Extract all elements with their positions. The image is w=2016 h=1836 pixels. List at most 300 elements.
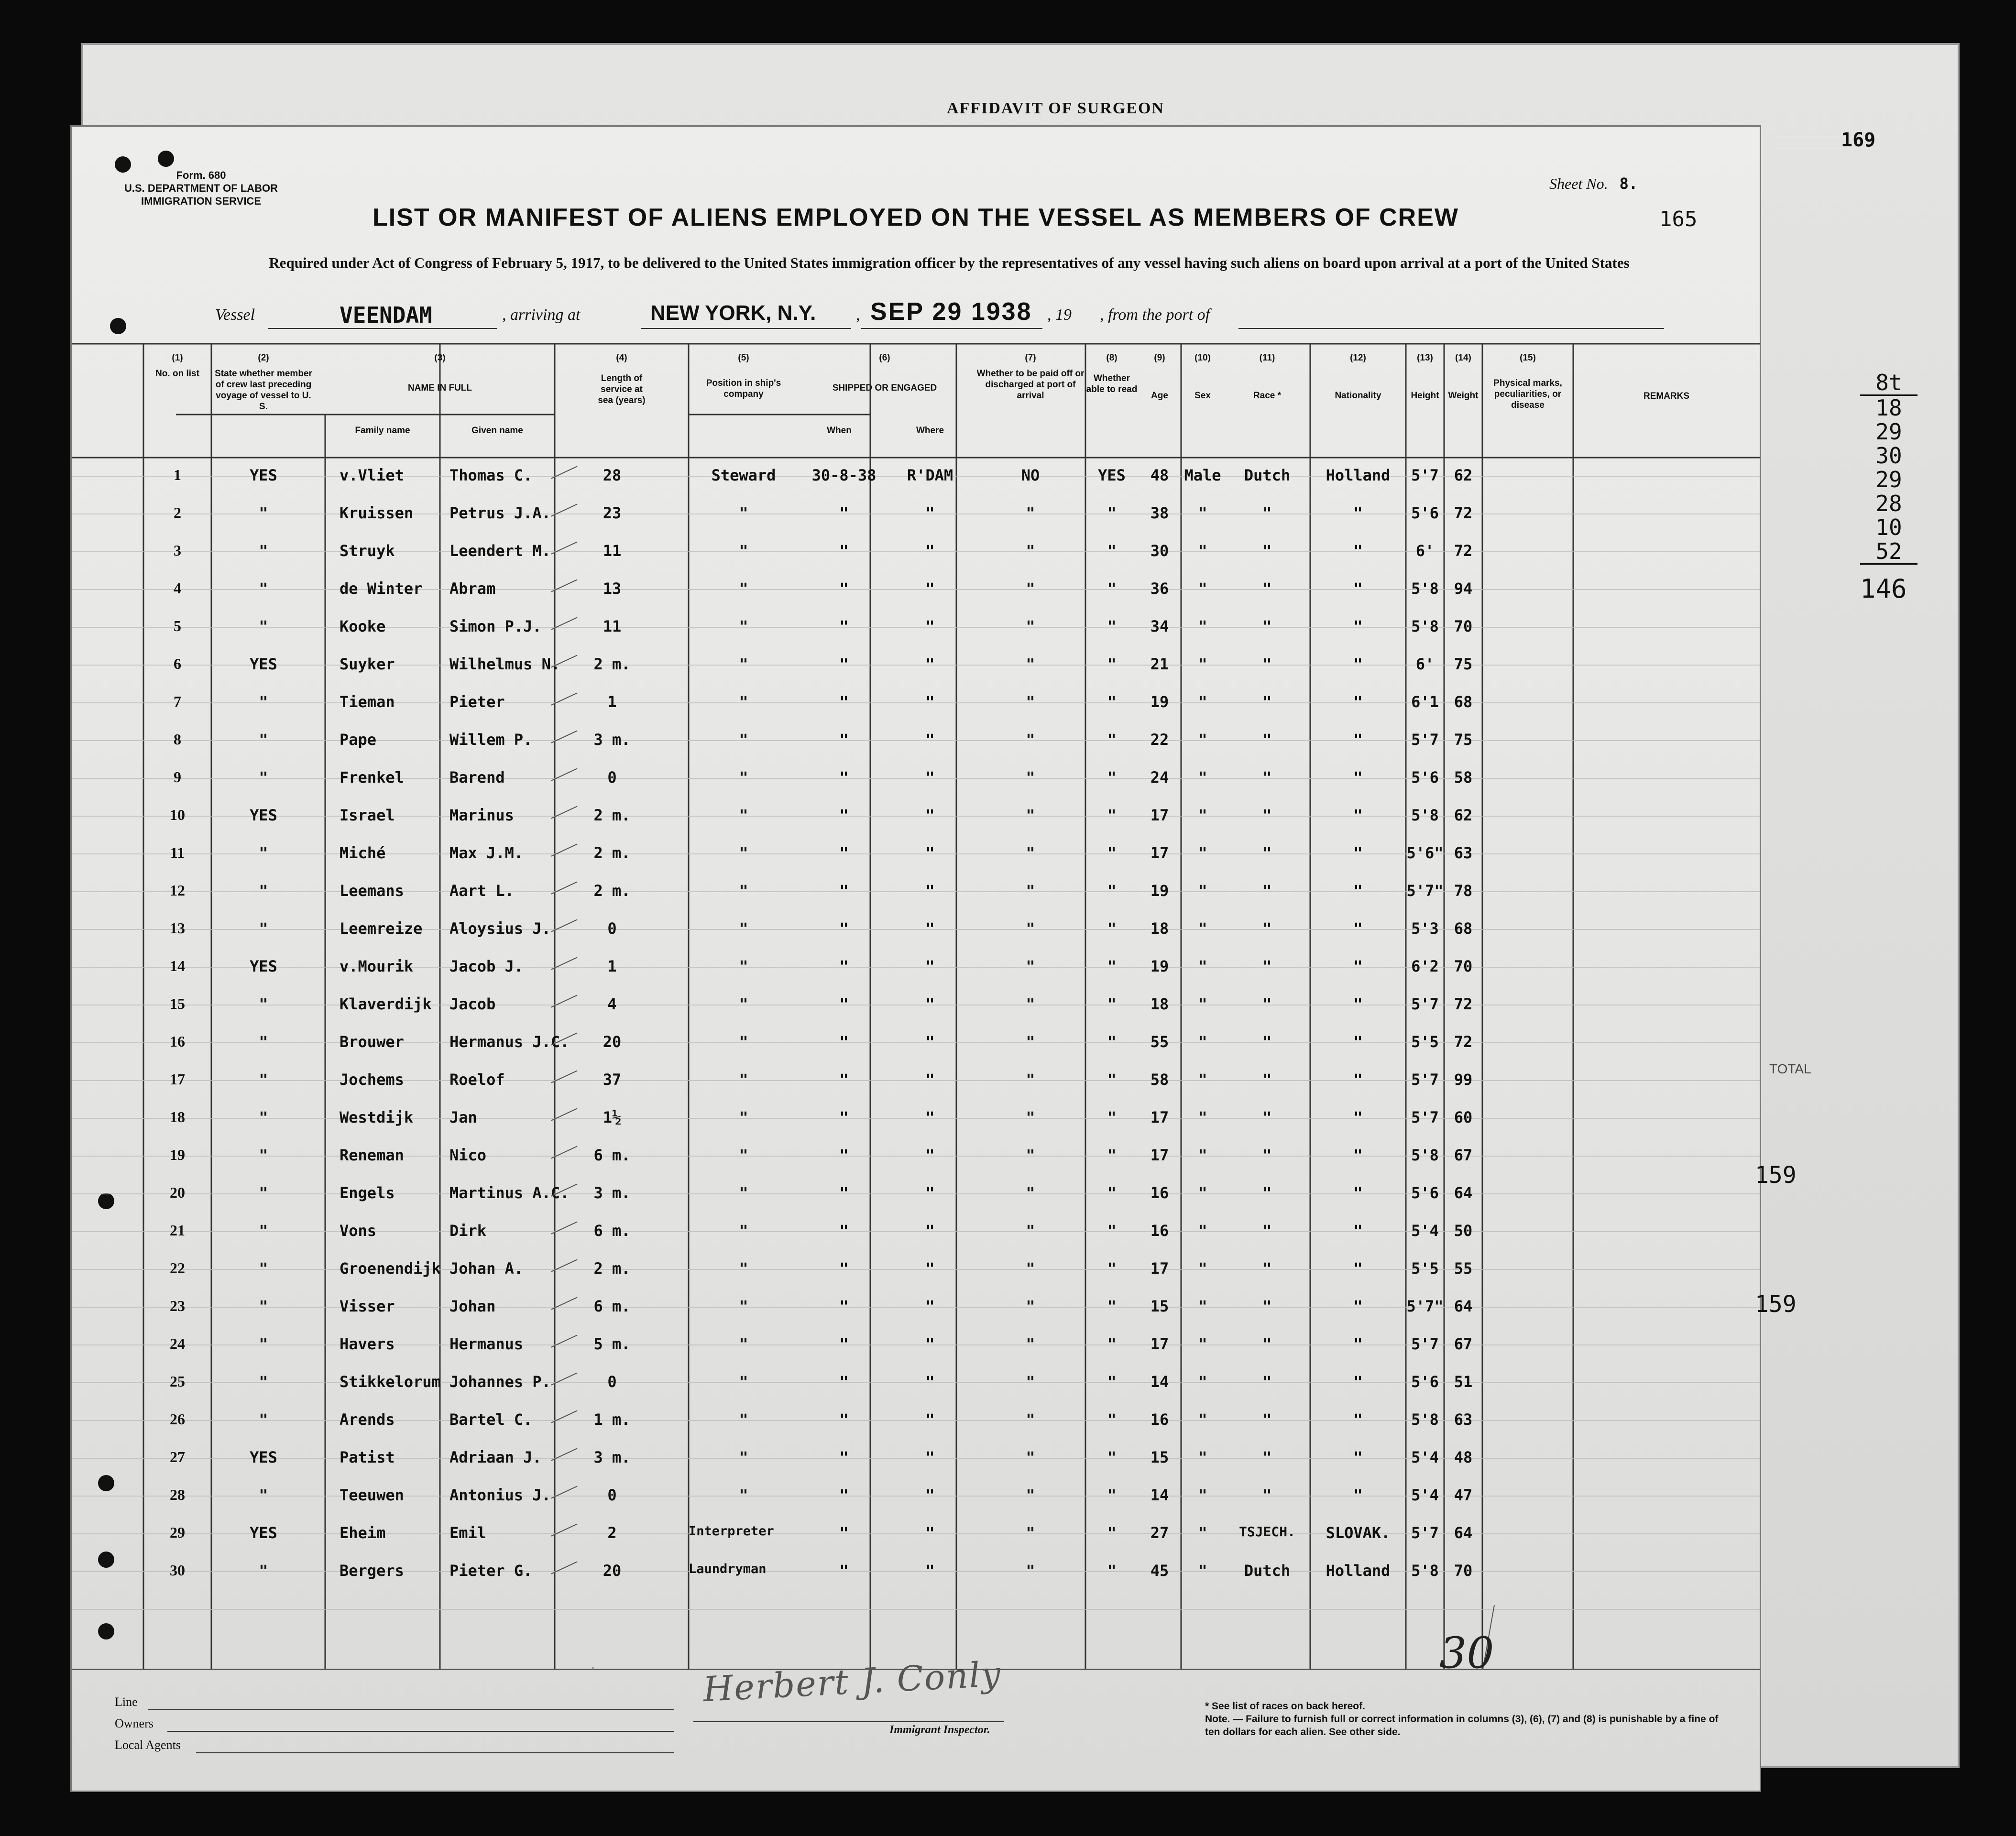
cell-shipped-where: " — [925, 1071, 935, 1089]
cell-family-name: v.Vliet — [340, 466, 404, 484]
cell-service-years: 11 — [603, 617, 622, 635]
cell-service-years: 2 m. — [593, 1259, 631, 1278]
cell-service-years: 0 — [607, 768, 617, 787]
cell-service-years: 3 m. — [593, 1448, 631, 1466]
cell-sex: Male — [1184, 466, 1221, 484]
cell-weight: 72 — [1454, 504, 1473, 522]
cell-age: 14 — [1150, 1486, 1169, 1504]
cell-service-years: 13 — [603, 579, 622, 598]
cell-race: " — [1262, 617, 1272, 635]
cell-nationality: " — [1353, 1259, 1363, 1278]
cell-paid-off: " — [1026, 504, 1035, 522]
cell-able-to-read: " — [1107, 542, 1117, 560]
cell-service-years: 1½ — [603, 1108, 622, 1126]
cell-nationality: " — [1353, 806, 1363, 824]
cell-shipped-when: " — [839, 693, 849, 711]
cell-height: 5'4 — [1411, 1448, 1439, 1466]
cell-paid-off: NO — [1021, 466, 1040, 484]
cell-shipped-when: " — [839, 1259, 849, 1278]
cell-row-number: 28 — [170, 1486, 185, 1503]
cell-position: " — [739, 806, 748, 824]
cell-sex: " — [1198, 617, 1207, 635]
cell-service-years: 1 — [607, 693, 617, 711]
cell-shipped-where: " — [925, 1524, 935, 1542]
cell-family-name: v.Mourik — [340, 957, 414, 975]
cell-shipped-when: " — [839, 617, 849, 635]
cell-prev-voyage: " — [259, 768, 268, 787]
cell-shipped-when: " — [839, 1222, 849, 1240]
cell-paid-off: " — [1026, 1222, 1035, 1240]
cell-shipped-when: " — [839, 957, 849, 975]
cell-position: " — [739, 1108, 748, 1126]
cell-able-to-read: " — [1107, 806, 1117, 824]
cell-race: " — [1262, 504, 1272, 522]
cell-given-name: Adriaan J. — [449, 1448, 542, 1466]
cell-weight: 94 — [1454, 579, 1473, 598]
cell-family-name: Brouwer — [340, 1033, 404, 1051]
cell-position: " — [739, 542, 748, 560]
table-row — [72, 1137, 1760, 1175]
cell-prev-voyage: " — [259, 1486, 268, 1504]
cell-nationality: " — [1353, 1410, 1363, 1429]
cell-position: " — [739, 617, 748, 635]
col-header-read: (8) Whether able to read — [1086, 353, 1138, 394]
cell-row-number: 13 — [170, 919, 185, 937]
cell-height: 5'7 — [1411, 1071, 1439, 1089]
cell-service-years: 3 m. — [593, 731, 631, 749]
cell-race: " — [1262, 882, 1272, 900]
cell-weight: 70 — [1454, 617, 1473, 635]
cell-weight: 64 — [1454, 1524, 1473, 1542]
table-row — [72, 684, 1760, 722]
margin-tally: 8t 18 29 30 29 28 10 52 — [1860, 371, 1917, 565]
cell-prev-voyage: " — [259, 1222, 268, 1240]
cell-service-years: 0 — [607, 1486, 617, 1504]
cell-shipped-when: " — [839, 1335, 849, 1353]
cell-age: 55 — [1150, 1033, 1169, 1051]
cell-position: " — [739, 882, 748, 900]
table-row — [72, 1402, 1760, 1440]
cell-shipped-when: " — [839, 1071, 849, 1089]
cell-row-number: 30 — [170, 1562, 185, 1579]
cell-sex: " — [1198, 806, 1207, 824]
cell-weight: 51 — [1454, 1373, 1473, 1391]
cell-position: " — [739, 1222, 748, 1240]
col-header-nationality: (12) Nationality — [1335, 353, 1381, 401]
cell-shipped-where: " — [925, 1184, 935, 1202]
cell-height: 5'7 — [1411, 1108, 1439, 1126]
cell-prev-voyage: " — [259, 1146, 268, 1164]
table-row — [72, 1515, 1760, 1553]
cell-row-number: 25 — [170, 1373, 185, 1390]
cell-able-to-read: " — [1107, 1448, 1117, 1466]
table-row — [72, 1364, 1760, 1402]
cell-given-name: Jacob J. — [449, 957, 524, 975]
back-page-title: AFFIDAVIT OF SURGEON — [947, 99, 1164, 117]
cell-nationality: " — [1353, 1033, 1363, 1051]
crew-table — [72, 343, 1760, 1670]
cell-weight: 72 — [1454, 542, 1473, 560]
cell-weight: 62 — [1454, 466, 1473, 484]
year-label: , 19 — [1047, 306, 1072, 324]
cell-position: " — [739, 731, 748, 749]
cell-paid-off: " — [1026, 1297, 1035, 1315]
cell-race: " — [1262, 693, 1272, 711]
cell-prev-voyage: " — [259, 579, 268, 598]
cell-shipped-when: " — [839, 504, 849, 522]
cell-able-to-read: " — [1107, 1562, 1117, 1580]
cell-age: 18 — [1150, 919, 1169, 938]
cell-family-name: Groenendijk — [340, 1259, 441, 1278]
table-row — [72, 646, 1760, 684]
cell-row-number: 15 — [170, 995, 185, 1012]
cell-height: 5'7" — [1406, 1297, 1444, 1315]
cell-row-number: 8 — [174, 731, 181, 748]
cell-family-name: Frenkel — [340, 768, 404, 787]
cell-shipped-when: " — [839, 844, 849, 862]
cell-prev-voyage: YES — [250, 1524, 277, 1542]
cell-weight: 67 — [1454, 1146, 1473, 1164]
cell-weight: 72 — [1454, 1033, 1473, 1051]
cell-able-to-read: " — [1107, 995, 1117, 1013]
cell-service-years: 1 m. — [593, 1410, 631, 1429]
cell-weight: 63 — [1454, 844, 1473, 862]
cell-able-to-read: " — [1107, 1071, 1117, 1089]
cell-sex: " — [1198, 731, 1207, 749]
cell-weight: 48 — [1454, 1448, 1473, 1466]
col-header-sex: (10) Sex — [1194, 353, 1211, 401]
cell-row-number: 24 — [170, 1335, 185, 1352]
cell-row-number: 17 — [170, 1071, 185, 1088]
cell-able-to-read: " — [1107, 919, 1117, 938]
cell-nationality: " — [1353, 693, 1363, 711]
cell-paid-off: " — [1026, 768, 1035, 787]
cell-paid-off: " — [1026, 1033, 1035, 1051]
cell-given-name: Pieter G. — [449, 1562, 533, 1580]
cell-able-to-read: " — [1107, 617, 1117, 635]
cell-shipped-where: " — [925, 1146, 935, 1164]
cell-shipped-where: " — [925, 1486, 935, 1504]
from-port-label: , from the port of — [1100, 306, 1210, 324]
cell-row-number: 12 — [170, 882, 185, 899]
cell-service-years: 6 m. — [593, 1222, 631, 1240]
cell-weight: 67 — [1454, 1335, 1473, 1353]
cell-able-to-read: " — [1107, 1335, 1117, 1353]
cell-race: " — [1262, 1373, 1272, 1391]
cell-service-years: 4 — [607, 995, 617, 1013]
cell-weight: 70 — [1454, 1562, 1473, 1580]
cell-able-to-read: " — [1107, 1373, 1117, 1391]
table-row — [72, 1251, 1760, 1289]
cell-prev-voyage: YES — [250, 655, 277, 673]
cell-row-number: 5 — [174, 617, 181, 634]
cell-service-years: 11 — [603, 542, 622, 560]
manifest-sheet — [72, 127, 1760, 1791]
cell-paid-off: " — [1026, 731, 1035, 749]
col-header-height: (13) Height — [1411, 353, 1439, 401]
cell-row-number: 23 — [170, 1297, 185, 1314]
cell-position: " — [739, 1335, 748, 1353]
cell-height: 5'7 — [1411, 1335, 1439, 1353]
cell-sex: " — [1198, 1184, 1207, 1202]
cell-height: 5'5 — [1411, 1033, 1439, 1051]
cell-given-name: Roelof — [449, 1071, 505, 1089]
cell-race: " — [1262, 1410, 1272, 1429]
col-header-when: When — [827, 426, 852, 436]
cell-weight: 63 — [1454, 1410, 1473, 1429]
cell-given-name: Hermanus J.C. — [449, 1033, 570, 1051]
cell-shipped-where: " — [925, 1108, 935, 1126]
cell-row-number: 16 — [170, 1033, 185, 1050]
table-row — [72, 986, 1760, 1024]
cell-weight: 62 — [1454, 806, 1473, 824]
cell-position: " — [739, 504, 748, 522]
cell-height: 5'6 — [1411, 504, 1439, 522]
cell-sex: " — [1198, 919, 1207, 938]
cell-row-number: 20 — [170, 1184, 185, 1201]
cell-position: " — [739, 1071, 748, 1089]
cell-nationality: " — [1353, 882, 1363, 900]
cell-nationality: " — [1353, 995, 1363, 1013]
cell-given-name: Bartel C. — [449, 1410, 533, 1429]
cell-family-name: Leemreize — [340, 919, 423, 938]
cell-family-name: Engels — [340, 1184, 395, 1202]
cell-shipped-where: " — [925, 995, 935, 1013]
cell-shipped-where: " — [925, 1562, 935, 1580]
arriving-label: , arriving at — [502, 306, 581, 324]
cell-family-name: Eheim — [340, 1524, 386, 1542]
cell-shipped-when: " — [839, 806, 849, 824]
cell-nationality: " — [1353, 1486, 1363, 1504]
cell-age: 21 — [1150, 655, 1169, 673]
col-header-shipped: (6) SHIPPED OR ENGAGED — [832, 353, 937, 393]
cell-given-name: Petrus J.A. — [449, 504, 551, 522]
cell-weight: 70 — [1454, 957, 1473, 975]
cell-position: " — [739, 919, 748, 938]
cell-position: " — [739, 1184, 748, 1202]
back-total-label: TOTAL — [1769, 1061, 1811, 1076]
cell-prev-voyage: " — [259, 1373, 268, 1391]
cell-family-name: Teeuwen — [340, 1486, 404, 1504]
cell-age: 24 — [1150, 768, 1169, 787]
cell-height: 5'8 — [1411, 1410, 1439, 1429]
cell-nationality: Holland — [1326, 1562, 1391, 1580]
cell-prev-voyage: " — [259, 919, 268, 938]
cell-height: 5'7 — [1411, 466, 1439, 484]
punch-hole — [158, 151, 174, 167]
cell-service-years: 0 — [607, 1373, 617, 1391]
cell-given-name: Johannes P. — [449, 1373, 551, 1391]
cell-service-years: 2 m. — [593, 844, 631, 862]
cell-shipped-where: " — [925, 1410, 935, 1429]
cell-sex: " — [1198, 1297, 1207, 1315]
cell-sex: " — [1198, 1071, 1207, 1089]
cell-row-number: 19 — [170, 1146, 185, 1163]
cell-sex: " — [1198, 1259, 1207, 1278]
cell-paid-off: " — [1026, 579, 1035, 598]
cell-prev-voyage: " — [259, 882, 268, 900]
cell-weight: 75 — [1454, 731, 1473, 749]
cell-sex: " — [1198, 1486, 1207, 1504]
line-label: Line — [115, 1695, 138, 1709]
col-header-given-name: Given name — [471, 426, 523, 436]
form-info — [124, 169, 278, 208]
cell-service-years: 23 — [603, 504, 622, 522]
cell-row-number: 26 — [170, 1410, 185, 1428]
cell-family-name: Vons — [340, 1222, 377, 1240]
cell-prev-voyage: " — [259, 731, 268, 749]
cell-nationality: " — [1353, 768, 1363, 787]
cell-family-name: Havers — [340, 1335, 395, 1353]
cell-position: Laundryman — [689, 1562, 767, 1576]
cell-nationality: Holland — [1326, 466, 1391, 484]
cell-position: " — [739, 693, 748, 711]
cell-shipped-where: " — [925, 542, 935, 560]
cell-row-number: 22 — [170, 1259, 185, 1277]
cell-race: " — [1262, 542, 1272, 560]
cell-race: " — [1262, 844, 1272, 862]
cell-nationality: " — [1353, 1146, 1363, 1164]
cell-sex: " — [1198, 693, 1207, 711]
cell-given-name: Aart L. — [449, 882, 514, 900]
cell-paid-off: " — [1026, 1146, 1035, 1164]
cell-given-name: Wilhelmus N. — [449, 655, 560, 673]
cell-nationality: " — [1353, 1071, 1363, 1089]
cell-shipped-where: " — [925, 504, 935, 522]
cell-paid-off: " — [1026, 1486, 1035, 1504]
cell-family-name: de Winter — [340, 579, 423, 598]
cell-age: 16 — [1150, 1184, 1169, 1202]
cell-shipped-where: " — [925, 655, 935, 673]
cell-nationality: " — [1353, 1222, 1363, 1240]
cell-nationality: " — [1353, 919, 1363, 938]
cell-sex: " — [1198, 579, 1207, 598]
cell-shipped-when: " — [839, 655, 849, 673]
cell-shipped-when: " — [839, 1410, 849, 1429]
cell-shipped-where: " — [925, 579, 935, 598]
cell-service-years: 28 — [603, 466, 622, 484]
cell-prev-voyage: " — [259, 1259, 268, 1278]
cell-race: " — [1262, 1184, 1272, 1202]
cell-family-name: Suyker — [340, 655, 395, 673]
col-header-prev-voyage: (2) State whether member of crew last preceding voyage of vessel to U. S. — [215, 353, 312, 412]
cell-sex: " — [1198, 1108, 1207, 1126]
cell-nationality: " — [1353, 1297, 1363, 1315]
table-row — [72, 1477, 1760, 1515]
cell-paid-off: " — [1026, 1373, 1035, 1391]
cell-shipped-when: " — [839, 1524, 849, 1542]
cell-sex: " — [1198, 1222, 1207, 1240]
cell-race: Dutch — [1244, 1562, 1291, 1580]
table-row — [72, 1100, 1760, 1137]
cell-given-name: Nico — [449, 1146, 487, 1164]
footer-notes — [1205, 1700, 1721, 1738]
cell-paid-off: " — [1026, 1071, 1035, 1089]
cell-able-to-read: " — [1107, 957, 1117, 975]
department: U.S. DEPARTMENT OF LABOR — [124, 182, 278, 194]
cell-race: " — [1262, 579, 1272, 598]
cell-age: 30 — [1150, 542, 1169, 560]
table-row — [72, 1024, 1760, 1062]
cell-service-years: 5 m. — [593, 1335, 631, 1353]
cell-race: " — [1262, 1259, 1272, 1278]
cell-able-to-read: YES — [1098, 466, 1126, 484]
cell-race: " — [1262, 1448, 1272, 1466]
cell-row-number: 4 — [174, 579, 181, 597]
cell-height: 6' — [1415, 542, 1435, 560]
col-header-race: (11) Race * — [1253, 353, 1282, 401]
cell-family-name: Tieman — [340, 693, 395, 711]
vessel-label: Vessel — [215, 306, 255, 324]
cell-given-name: Johan A. — [449, 1259, 524, 1278]
cell-position: " — [739, 995, 748, 1013]
col-header-position: (5) Position in ship's company — [706, 353, 781, 399]
cell-prev-voyage: " — [259, 1033, 268, 1051]
col-header-no: (1) No. on list — [155, 353, 199, 379]
table-row — [72, 1062, 1760, 1100]
cell-age: 45 — [1150, 1562, 1169, 1580]
cell-sex: " — [1198, 1033, 1207, 1051]
margin-total: 146 — [1860, 574, 1907, 604]
cell-given-name: Abram — [449, 579, 496, 598]
page-subtitle: Required under Act of Congress of February 5, 1917, to be delivered to the United States immigration officer by the representatives of any vessel having such aliens on board upon arrival at a port of the United States — [269, 254, 1630, 271]
cell-sex: " — [1198, 957, 1207, 975]
cell-shipped-when: " — [839, 919, 849, 938]
vessel-name: VEENDAM — [340, 302, 432, 328]
cell-shipped-when: 30-8-38 — [811, 466, 877, 484]
cell-shipped-when: " — [839, 1033, 849, 1051]
cell-weight: 78 — [1454, 882, 1473, 900]
cell-family-name: Visser — [340, 1297, 395, 1315]
arrival-date-stamp: SEP 29 1938 — [870, 298, 1032, 326]
cell-weight: 68 — [1454, 919, 1473, 938]
cell-shipped-where: " — [925, 617, 935, 635]
cell-prev-voyage: " — [259, 504, 268, 522]
cell-age: 36 — [1150, 579, 1169, 598]
inspector-label: Immigrant Inspector. — [889, 1724, 990, 1736]
cell-given-name: Leendert M. — [449, 542, 551, 560]
cell-shipped-where: " — [925, 1373, 935, 1391]
cell-paid-off: " — [1026, 1410, 1035, 1429]
table-row — [72, 1289, 1760, 1326]
cell-able-to-read: " — [1107, 1222, 1117, 1240]
cell-age: 27 — [1150, 1524, 1169, 1542]
col-header-physical-marks: (15) Physical marks, peculiarities, or disease — [1493, 353, 1562, 410]
cell-row-number: 9 — [174, 768, 181, 786]
table-row — [72, 1440, 1760, 1477]
cell-service-years: 20 — [603, 1033, 622, 1051]
comma: , — [856, 306, 860, 324]
cell-given-name: Jacob — [449, 995, 496, 1013]
table-row — [72, 609, 1760, 646]
cell-race: " — [1262, 1222, 1272, 1240]
cell-nationality: " — [1353, 844, 1363, 862]
cell-sex: " — [1198, 882, 1207, 900]
cell-race: " — [1262, 1071, 1272, 1089]
cell-prev-voyage: " — [259, 1562, 268, 1580]
cell-nationality: " — [1353, 1448, 1363, 1466]
cell-row-number: 14 — [170, 957, 185, 974]
cell-height: 6' — [1415, 655, 1435, 673]
cell-service-years: 2 — [607, 1524, 617, 1542]
cell-paid-off: " — [1026, 1335, 1035, 1353]
inspector-signature: Herbert J. Conly — [702, 1653, 1003, 1710]
cell-row-number: 2 — [174, 504, 181, 521]
cell-age: 16 — [1150, 1410, 1169, 1429]
cell-age: 15 — [1150, 1297, 1169, 1315]
cell-weight: 68 — [1454, 693, 1473, 711]
cell-shipped-where: " — [925, 1448, 935, 1466]
